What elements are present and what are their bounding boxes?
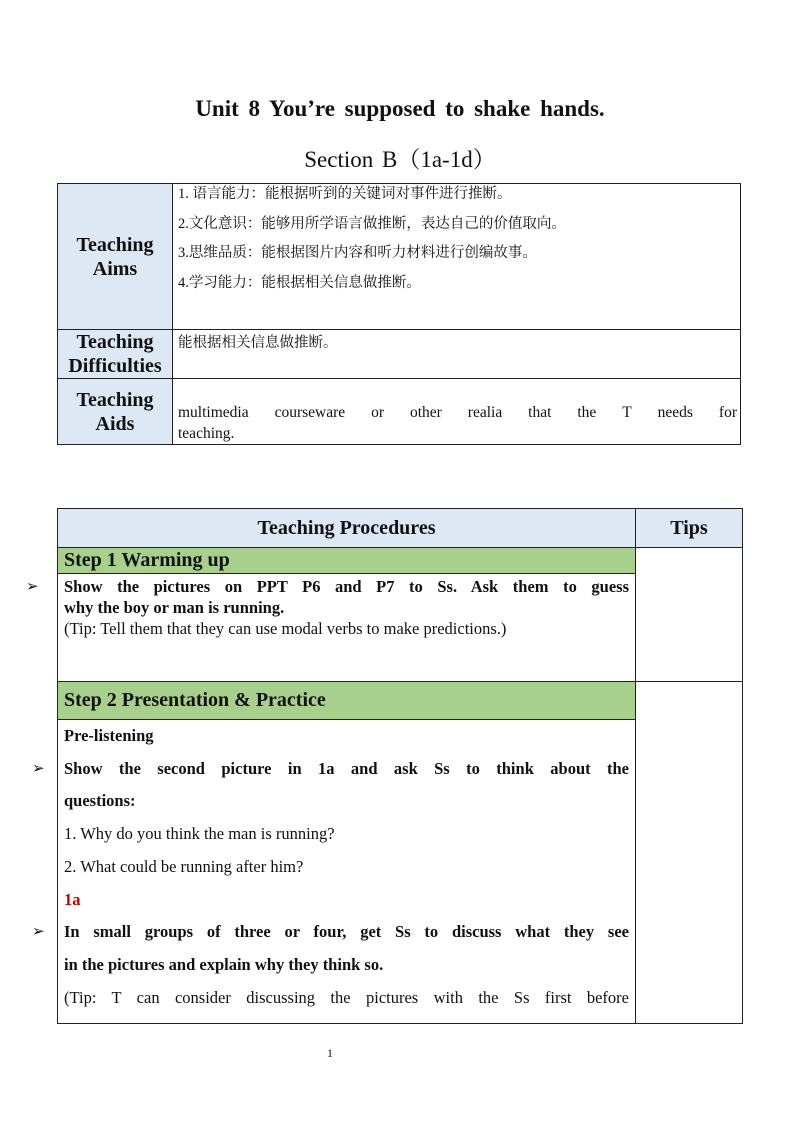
- teaching-info-table: [57, 183, 741, 445]
- label-line: Teaching: [76, 233, 154, 256]
- document-subtitle: Section B（1a-1d）: [304, 147, 496, 172]
- step2-body: [32, 720, 636, 1024]
- label-line: Teaching: [76, 388, 154, 411]
- aids-line-2: teaching.: [178, 425, 235, 442]
- show-instruction: [32, 753, 629, 818]
- label-line: Aims: [92, 257, 138, 280]
- step2-tip: (Tip: T can consider discussing the pictures with the Ss first before: [64, 987, 629, 1007]
- teaching-aids-content: [173, 379, 741, 445]
- activity-label-1a: 1a: [64, 889, 81, 909]
- label-line: Difficulties: [68, 355, 162, 377]
- page-number: 1: [327, 1046, 333, 1060]
- teaching-aids-label: [58, 379, 173, 445]
- step2-title: Step 2 Presentation & Practice: [58, 682, 636, 720]
- question-1: 1. Why do you think the man is running?: [64, 824, 335, 844]
- aim-item: 2.文化意识：能够用所学语言做推断，表达自己的价值取向。: [178, 215, 566, 232]
- aids-word: realia: [467, 404, 503, 421]
- step2-tips: [636, 682, 743, 1024]
- document-title: Unit 8 You’re supposed to shake hands.: [195, 96, 605, 121]
- aids-word: that: [528, 404, 552, 421]
- aids-word: the: [577, 404, 597, 421]
- teaching-difficulties-label: [58, 330, 173, 379]
- label-line: Teaching: [76, 331, 154, 353]
- aim-item: 1. 语言能力：能根据听到的关键词对事件进行推断。: [178, 186, 512, 202]
- groups-instruction: [32, 916, 629, 981]
- bullet-arrow-icon: ➢: [32, 760, 45, 777]
- pre-listening-heading: Pre-listening: [64, 726, 154, 745]
- aids-word: or: [371, 404, 385, 421]
- step1-instruction-line: Show the pictures on PPT P6 and P7 to Ss. Ask them to guess: [64, 577, 629, 596]
- aids-word: T: [622, 404, 632, 421]
- step1-tip: (Tip: Tell them that they can use modal verbs to make predictions.): [64, 619, 507, 638]
- aim-item: 3.思维品质：能根据图片内容和听力材料进行创编故事。: [178, 245, 537, 261]
- aids-word: for: [718, 404, 737, 421]
- teaching-aims-label: [58, 184, 173, 330]
- procedures-header: Teaching Procedures: [58, 509, 636, 548]
- bullet-arrow-icon: ➢: [32, 924, 45, 941]
- step1-title: Step 1 Warming up: [58, 548, 636, 574]
- instruction-line: Show the second picture in 1a and ask Ss to think about the: [64, 758, 629, 778]
- aids-word: courseware: [274, 404, 346, 421]
- tips-header: Tips: [636, 509, 743, 548]
- aids-word: other: [409, 404, 442, 421]
- instruction-line: questions:: [64, 791, 136, 811]
- bullet-arrow-icon: ➢: [26, 579, 39, 595]
- label-line: Aids: [95, 412, 135, 435]
- step1-tips: [636, 548, 743, 682]
- teaching-difficulties-content: 能根据相关信息做推断。: [173, 330, 741, 379]
- step1-body: [26, 574, 636, 682]
- question-2: 2. What could be running after him?: [64, 856, 304, 876]
- procedures-table: [26, 508, 743, 1024]
- aids-word: multimedia: [178, 404, 249, 421]
- aids-word: needs: [657, 404, 693, 421]
- aim-item: 4.学习能力：能根据相关信息做推断。: [178, 274, 421, 291]
- step1-instruction-line: why the boy or man is running.: [64, 598, 285, 617]
- teaching-aims-content: [173, 184, 741, 330]
- aids-line-1: [178, 402, 737, 423]
- instruction-line: in the pictures and explain why they think so.: [64, 954, 384, 974]
- instruction-line: In small groups of three or four, get Ss to discuss what they see: [64, 922, 629, 942]
